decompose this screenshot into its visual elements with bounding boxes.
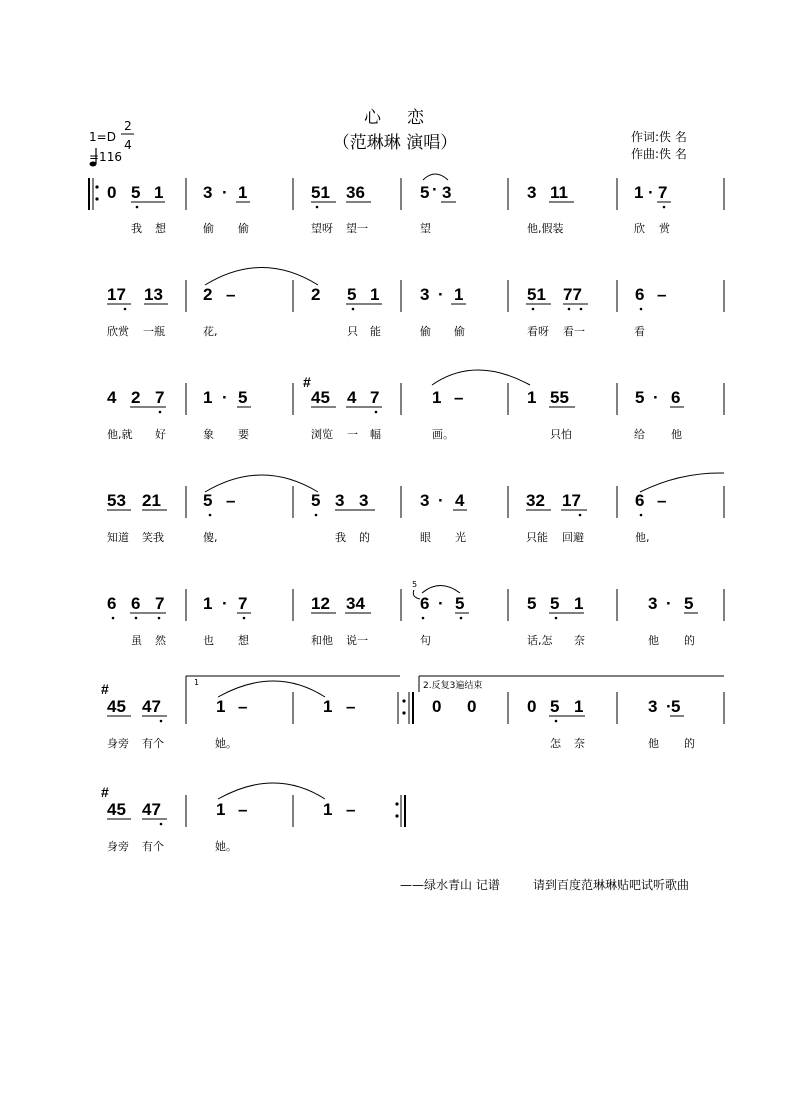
note: 5	[131, 183, 141, 202]
lyric: 的	[684, 634, 695, 647]
lyricist-credit: 作词:佚 名	[631, 130, 687, 144]
recorder-credit: ——绿水青山 记谱	[400, 878, 500, 892]
note: 5	[311, 491, 321, 510]
note: 6	[635, 491, 645, 510]
lyric: 她。	[215, 737, 237, 750]
lyric: 句	[420, 634, 431, 647]
lyric: 说一	[346, 634, 368, 647]
lyric: 看	[634, 325, 645, 338]
tempo-marking: =116	[89, 150, 122, 164]
dash: –	[454, 388, 464, 407]
note: 6	[107, 594, 117, 613]
lyric: 浏览	[311, 428, 333, 441]
note: 5	[671, 697, 681, 716]
note: 53	[107, 491, 126, 510]
note: 5	[420, 183, 430, 202]
dot: ·	[222, 183, 228, 202]
listen-note: 请到百度范琳琳贴吧试听歌曲	[533, 878, 690, 892]
dash: –	[346, 800, 356, 819]
note: 3	[648, 697, 658, 716]
note: 7	[370, 388, 380, 407]
note: 3	[527, 183, 537, 202]
dash: –	[657, 491, 667, 510]
lyric: 给	[634, 428, 645, 441]
note: 5	[635, 388, 645, 407]
note: 1	[527, 388, 537, 407]
note: 4	[347, 388, 357, 407]
note: 77	[563, 285, 582, 304]
note: 47	[142, 697, 161, 716]
note: 7	[238, 594, 248, 613]
dash: –	[238, 800, 248, 819]
lyric: 傻,	[203, 531, 218, 544]
lyric: 看呀	[527, 325, 549, 338]
note: 1	[238, 183, 248, 202]
lyric: 他	[648, 737, 659, 750]
note: 17	[562, 491, 581, 510]
lyric: 他	[671, 428, 682, 441]
lyric: 他,就	[107, 428, 133, 441]
dot: ·	[438, 491, 444, 510]
note: 3	[203, 183, 213, 202]
lyric: 的	[684, 737, 695, 750]
note: 55	[550, 388, 569, 407]
note: 1	[432, 388, 442, 407]
lyric: 偷	[203, 222, 214, 235]
note: 7	[155, 594, 165, 613]
lyric: 有个	[142, 840, 164, 853]
note: 1	[216, 697, 226, 716]
note: 17	[107, 285, 126, 304]
note: 0	[107, 183, 117, 202]
note: 51	[311, 183, 330, 202]
dot: ·	[438, 285, 444, 304]
lyric: 一	[347, 428, 358, 441]
lyric: 望一	[346, 222, 368, 235]
lyric: 他,假装	[527, 222, 564, 235]
lyric: 偷	[420, 325, 431, 338]
volta-2-label: 2.反复3遍结束	[423, 681, 483, 691]
volta-1-label: 1	[194, 678, 200, 687]
note: 0	[527, 697, 537, 716]
lyric: 只怕	[550, 428, 572, 441]
lyric: 想	[155, 222, 166, 235]
note: 3	[420, 491, 430, 510]
note: 7	[155, 388, 165, 407]
note: 2	[131, 388, 141, 407]
lyric: 奈	[574, 737, 585, 750]
lyric: 怎	[550, 737, 561, 750]
note: 5	[684, 594, 694, 613]
dot: ·	[438, 594, 444, 613]
lyric: 回避	[562, 531, 584, 544]
note: 11	[550, 183, 568, 202]
lyric: 他	[648, 634, 659, 647]
note: 3	[648, 594, 658, 613]
lyric: 赏	[659, 222, 670, 235]
note: 21	[142, 491, 161, 510]
note: 1	[203, 594, 213, 613]
lyric: 只能	[526, 531, 548, 544]
lyric: 光	[455, 531, 466, 544]
lyric: 他,	[635, 531, 650, 544]
note: 5	[347, 285, 357, 304]
note: 1	[370, 285, 380, 304]
lyric: 的	[359, 531, 370, 544]
note: 1	[323, 697, 333, 716]
dot: ·	[432, 180, 438, 199]
note: 4	[455, 491, 465, 510]
dot: ·	[666, 594, 672, 613]
note: 1	[216, 800, 226, 819]
note: 34	[346, 594, 365, 613]
sharp-icon: #	[303, 374, 311, 390]
lyric: 虽	[131, 634, 142, 647]
lyric: 和他	[311, 634, 333, 647]
lyric: 要	[238, 428, 249, 441]
key-signature: 1=D	[89, 130, 116, 144]
note: 0	[432, 697, 442, 716]
lyric: 知道	[107, 531, 129, 544]
lyric: 眼	[420, 531, 431, 544]
note: 12	[311, 594, 330, 613]
note: 5	[203, 491, 213, 510]
note: 3	[442, 183, 452, 202]
lyric: 能	[370, 325, 381, 338]
lyric: 看一	[563, 325, 585, 338]
lyric: 也	[203, 634, 214, 647]
note: 6	[635, 285, 645, 304]
note: 13	[144, 285, 163, 304]
note: 6	[131, 594, 141, 613]
lyric: 象	[203, 428, 214, 441]
note: 1	[574, 594, 584, 613]
lyric: 花,	[203, 325, 218, 338]
lyric: 欣	[634, 222, 645, 235]
lyric: 欣赏	[107, 325, 129, 338]
lyric: 话,怎	[527, 634, 553, 647]
note: 1	[634, 183, 644, 202]
dot: ·	[653, 388, 659, 407]
dot: ·	[666, 697, 672, 716]
sharp-icon: #	[101, 784, 109, 800]
note: 47	[142, 800, 161, 819]
lyric: 一瓶	[143, 325, 165, 338]
note: 6	[420, 594, 430, 613]
dot: ·	[222, 594, 228, 613]
note: 2	[311, 285, 321, 304]
dot: ·	[648, 183, 654, 202]
dash: –	[226, 285, 236, 304]
note: 1	[154, 183, 164, 202]
note: 45	[311, 388, 330, 407]
dash: –	[238, 697, 248, 716]
lyric: 偷	[454, 325, 465, 338]
lyric: 奈	[574, 634, 585, 647]
dash: –	[346, 697, 356, 716]
lyric: 望呀	[311, 222, 333, 235]
note: 51	[527, 285, 546, 304]
lyric: 身旁	[107, 840, 129, 853]
note: 3	[359, 491, 369, 510]
dot: ·	[222, 388, 228, 407]
singer-line: （范琳琳 演唱）	[332, 133, 458, 153]
composer-credit: 作曲:佚 名	[631, 147, 687, 161]
note: 36	[346, 183, 365, 202]
note: 2	[203, 285, 213, 304]
note: 5	[550, 697, 560, 716]
lyric: 只	[347, 325, 358, 338]
lyric: 我	[335, 531, 346, 544]
grace-note: 5	[412, 580, 418, 589]
note: 5	[527, 594, 537, 613]
note: 4	[107, 388, 117, 407]
lyric: 幅	[370, 428, 381, 441]
note: 6	[671, 388, 681, 407]
lyric: 好	[155, 428, 166, 441]
note: 5	[550, 594, 560, 613]
note: 7	[658, 183, 668, 202]
note: 32	[526, 491, 545, 510]
note: 0	[467, 697, 477, 716]
dash: –	[657, 285, 667, 304]
note: 1	[323, 800, 333, 819]
lyric: 笑我	[142, 531, 164, 544]
sharp-icon: #	[101, 681, 109, 697]
lyric: 身旁	[107, 737, 129, 750]
note: 1	[574, 697, 584, 716]
note: 1	[203, 388, 213, 407]
note: 45	[107, 800, 126, 819]
time-signature-top: 2	[124, 119, 132, 133]
lyric: 望	[420, 222, 431, 235]
note: 1	[454, 285, 464, 304]
note: 5	[238, 388, 248, 407]
lyric: 我	[131, 222, 142, 235]
note: 3	[335, 491, 345, 510]
note: 3	[420, 285, 430, 304]
note: 45	[107, 697, 126, 716]
dash: –	[226, 491, 236, 510]
song-title: 心恋	[364, 108, 450, 128]
lyric: 有个	[142, 737, 164, 750]
lyric: 想	[238, 634, 249, 647]
time-signature-bottom: 4	[124, 138, 132, 152]
lyric: 偷	[238, 222, 249, 235]
lyric: 她。	[215, 840, 237, 853]
lyric: 然	[155, 634, 166, 647]
note: 5	[455, 594, 465, 613]
lyric: 画。	[432, 428, 454, 441]
